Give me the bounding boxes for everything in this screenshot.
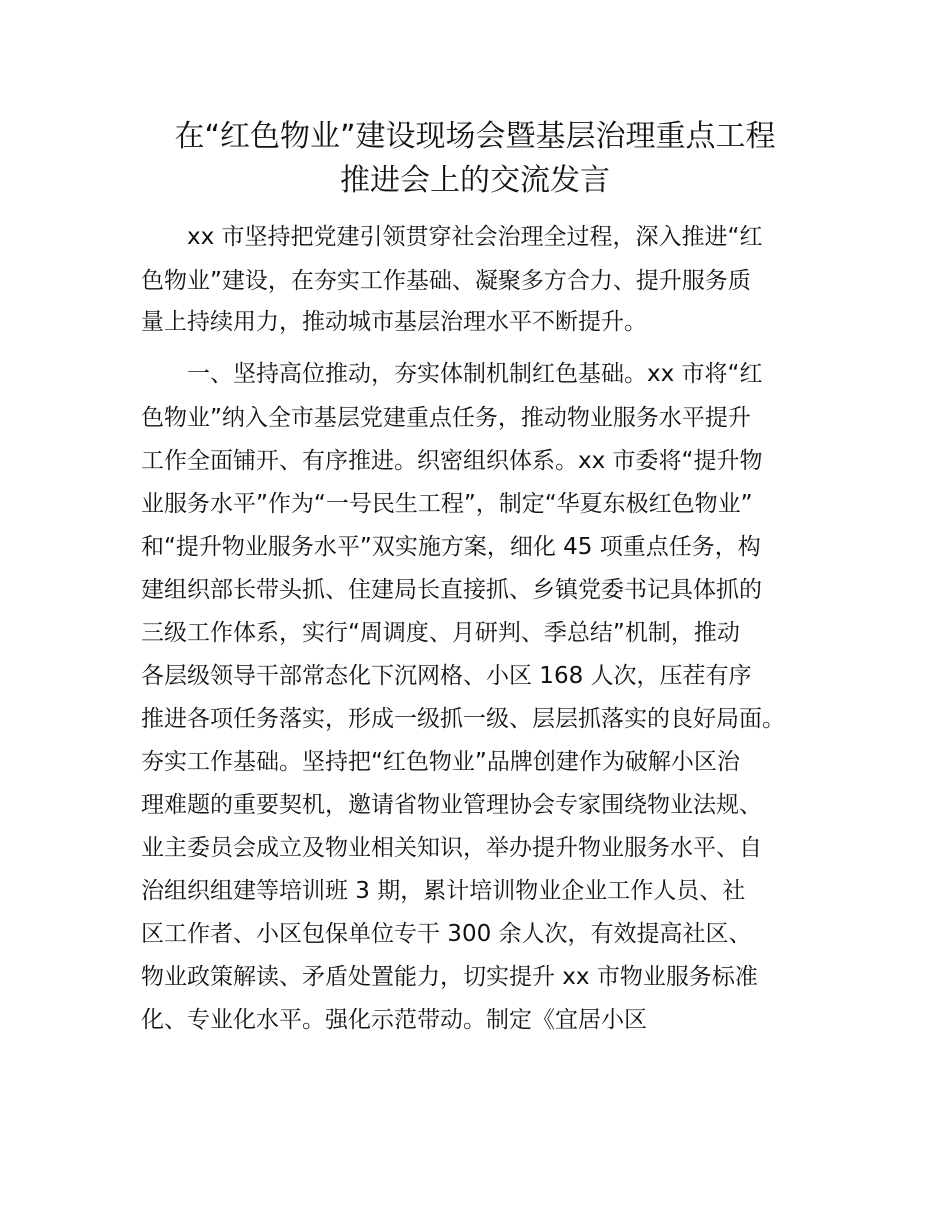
paragraph-2-line-9: 推进各项任务落实，形成一级抓一级、层层抓落实的良好局面。 xyxy=(141,706,785,732)
paragraph-2-line-4: 业服务水平”作为“一号民生工程”，制定“华夏东极红色物业” xyxy=(141,491,753,517)
paragraph-1-line-2: 色物业”建设，在夯实工作基础、凝聚多方合力、提升服务质 xyxy=(141,268,751,294)
paragraph-2-line-10: 夯实工作基础。坚持把“红色物业”品牌创建作为破解小区治 xyxy=(141,749,740,775)
paragraph-2-line-15: 物业政策解读、矛盾处置能力，切实提升 xx 市物业服务标准 xyxy=(141,964,758,990)
paragraph-2-line-1: 一、坚持高位推动，夯实体制机制红色基础。xx 市将“红 xyxy=(141,361,763,387)
paragraph-1-line-3: 量上持续用力，推动城市基层治理水平不断提升。 xyxy=(141,309,647,335)
paragraph-2-line-11: 理难题的重要契机，邀请省物业管理协会专家围绕物业法规、 xyxy=(141,792,762,818)
document-title-line-2: 推进会上的交流发言 xyxy=(340,163,610,198)
paragraph-2-line-3: 工作全面铺开、有序推进。织密组织体系。xx 市委将“提升物 xyxy=(141,448,763,474)
paragraph-2-line-5: 和“提升物业服务水平”双实施方案，细化 45 项重点任务，构 xyxy=(141,534,761,560)
paragraph-2-line-2: 色物业”纳入全市基层党建重点任务，推动物业服务水平提升 xyxy=(141,405,751,431)
paragraph-2-line-8: 各层级领导干部常态化下沉网格、小区 168 人次，压茬有序 xyxy=(141,663,752,689)
paragraph-2-line-7: 三级工作体系，实行“周调度、月研判、季总结”机制，推动 xyxy=(141,620,740,646)
paragraph-2-line-16: 化、专业化水平。强化示范带动。制定《宜居小区 xyxy=(141,1007,647,1033)
document-title-line-1: 在“红色物业”建设现场会暨基层治理重点工程 xyxy=(174,119,776,154)
paragraph-2-line-13: 治组织组建等培训班 3 期，累计培训物业企业工作人员、社 xyxy=(141,878,746,904)
paragraph-1-line-1: xx 市坚持把党建引领贯穿社会治理全过程，深入推进“红 xyxy=(141,224,763,250)
paragraph-2-line-14: 区工作者、小区包保单位专干 300 余人次，有效提高社区、 xyxy=(141,921,752,947)
paragraph-2-line-6: 建组织部长带头抓、住建局长直接抓、乡镇党委书记具体抓的 xyxy=(141,577,762,603)
paragraph-2-line-12: 业主委员会成立及物业相关知识，举办提升物业服务水平、自 xyxy=(141,835,762,861)
